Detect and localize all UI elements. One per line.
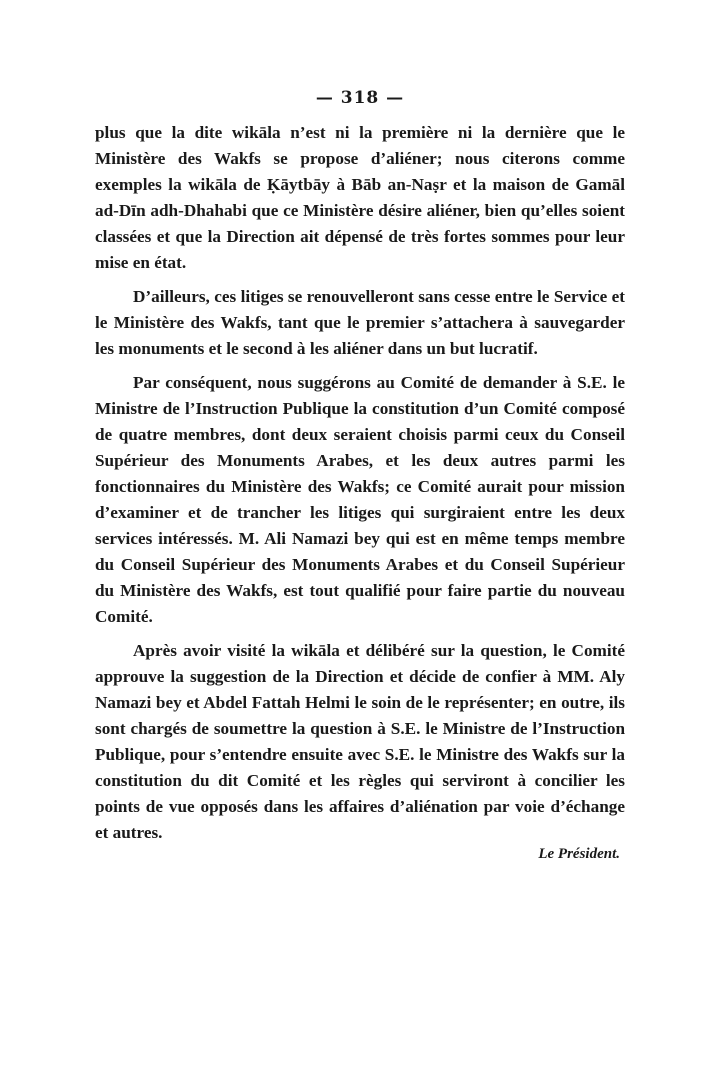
paragraph: Par conséquent, nous suggérons au Comité de demander à S.E. le Ministre de l’Instruction Publique la constitution d’un Comité composé de quatre membres, dont deux seraient choisis parmi ceux du Conseil Supérieur des Monuments Arabes, et les deux autres parmi les fonctionnaires du Ministère des Wakfs; ce Comité aurait pour mission d’examiner et de trancher les litiges qui surgiraient entre les deux services intéressés. M. Ali Namazi bey qui est en même temps membre du Conseil Supérieur des Monuments Arabes et du Conseil Supérieur du Ministère des Wakfs, est tout qualifié pour faire partie du nouveau Comité. [95, 373, 625, 626]
signature: Le Président. [538, 846, 620, 862]
body-text [95, 120, 625, 854]
paragraph: D’ailleurs, ces litiges se renouvelleront sans cesse entre le Service et le Ministère des Wakfs, tant que le premier s’attachera à sauvegarder les monuments et le second à les aliéner dans un but lucratif. [95, 287, 625, 358]
page-number: — 318 — [315, 88, 405, 108]
paragraph-continuation: plus que la dite wikāla n’est ni la première ni la dernière que le Ministère des Wakfs se propose d’aliéner; nous citerons comme exemples la wikāla de Ḳāytbāy à Bāb an-Naṣr et la maison de Gamāl ad-Dīn adh-Dhahabi que ce Ministère désire aliéner, bien qu’elles soient classées et que la Direction ait dépensé de très fortes sommes pour leur mise en état. [95, 123, 625, 272]
paragraph: Après avoir visité la wikāla et délibéré sur la question, le Comité approuve la suggestion de la Direction et décide de confier à MM. Aly Namazi bey et Abdel Fattah Helmi le soin de le représenter; en outre, ils sont chargés de soumettre la question à S.E. le Ministre de l’Instruction Publique, pour s’entendre ensuite avec S.E. le Ministre des Wakfs sur la constitution du dit Comité et les règles qui serviront à concilier les points de vue opposés dans les affaires d’aliénation par voie d’échange et autres. [95, 641, 625, 842]
